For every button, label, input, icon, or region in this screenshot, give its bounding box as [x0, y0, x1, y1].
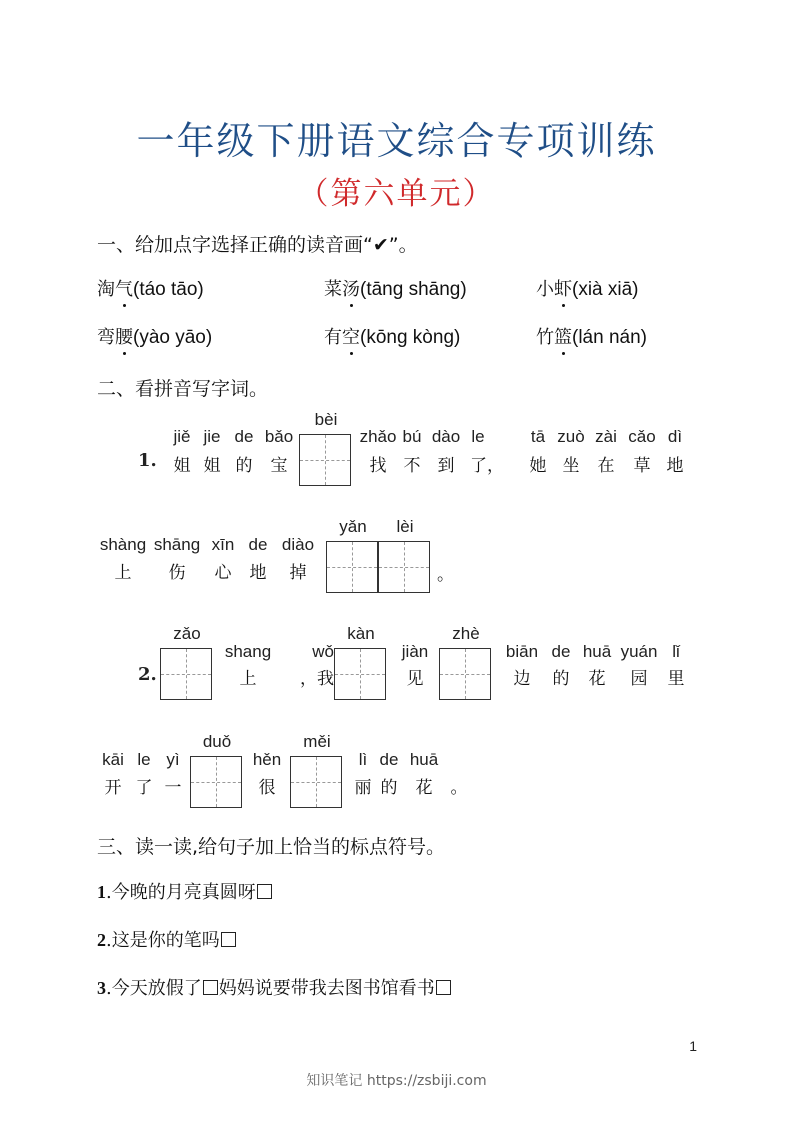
writing-box[interactable] [439, 648, 491, 700]
answer-box[interactable] [436, 980, 451, 995]
box-pinyin: lèi [396, 517, 414, 536]
answer-box[interactable] [257, 884, 272, 899]
hanzi-row: 丽 的 花 。 [354, 778, 468, 798]
pinyin-row: shàng shāng xīn de diào [99, 535, 315, 554]
pinyin-choice-item: 弯腰(yào yāo) [97, 323, 212, 349]
pinyin-options[interactable]: (lán nán) [572, 327, 647, 348]
question-number: 1. [138, 450, 157, 471]
hanzi-row: 她 坐 在 草 地 [529, 456, 684, 476]
writing-box[interactable] [190, 756, 242, 808]
pinyin-row: lì de huā [358, 750, 439, 769]
question-number: 2. [138, 664, 157, 685]
box-pinyin: zǎo [173, 624, 201, 643]
writing-box[interactable] [378, 541, 430, 593]
pinyin-row: jiàn [401, 642, 429, 661]
hanzi-row: 见 [406, 669, 424, 689]
box-pinyin: bèi [314, 410, 338, 429]
writing-box[interactable] [290, 756, 342, 808]
section3-heading: 三、读一读,给句子加上恰当的标点符号。 [97, 836, 446, 858]
pinyin-row: shang wǒ [224, 642, 334, 661]
writing-box[interactable] [299, 434, 351, 486]
dotted-char: 篮 [554, 323, 572, 349]
hanzi-row: 姐 姐 的 宝 [173, 456, 288, 476]
pinyin-options[interactable]: (táo tāo) [133, 279, 204, 300]
hanzi-row: 找 不 到 了， [369, 456, 504, 476]
pinyin-row: kāi le yì [102, 750, 180, 769]
footer-watermark: 知识笔记 https://zsbiji.com [306, 1073, 487, 1089]
pinyin-choice-item: 有空(kōng kòng) [324, 323, 460, 349]
pinyin-row: hěn [252, 750, 282, 769]
hanzi-row: 边 的 花 园 里 [513, 669, 685, 689]
dotted-char: 汤 [342, 275, 360, 301]
dotted-char: 气 [115, 275, 133, 301]
pinyin-row: tā zuò zài cǎo dì [530, 427, 683, 446]
hanzi-row: 上 ，我 [239, 669, 334, 689]
dotted-char: 腰 [115, 323, 133, 349]
hanzi-row: 很 [258, 778, 276, 798]
dotted-char: 空 [342, 323, 360, 349]
box-pinyin: měi [303, 732, 331, 751]
pinyin-choice-item: 竹篮(lán nán) [536, 323, 647, 349]
box-pinyin: duǒ [202, 732, 232, 751]
punctuation-question: 2.这是你的笔吗 [97, 926, 237, 952]
pinyin-options[interactable]: (yào yāo) [133, 327, 213, 348]
pinyin-row: biān de huā yuán lǐ [505, 642, 680, 661]
page-title: 一年级下册语文综合专项训练 [136, 119, 657, 163]
answer-box[interactable] [203, 980, 218, 995]
punctuation-question: 1.今晚的月亮真圆呀 [97, 878, 273, 904]
answer-box[interactable] [221, 932, 236, 947]
section1-heading: 一、给加点字选择正确的读音画“✔”。 [97, 234, 418, 256]
pinyin-choice-item: 菜汤(tāng shāng) [324, 275, 467, 301]
pinyin-options[interactable]: (tāng shāng) [360, 279, 467, 300]
writing-box[interactable] [334, 648, 386, 700]
unit-subtitle: （第六单元） [297, 176, 496, 212]
dotted-char: 虾 [554, 275, 572, 301]
pinyin-choice-item: 淘气(táo tāo) [97, 275, 204, 301]
hanzi-row: 开 了 一 [104, 778, 182, 798]
writing-box[interactable] [160, 648, 212, 700]
box-pinyin: kàn [347, 624, 375, 643]
period: 。 [437, 565, 454, 585]
pinyin-row: zhǎo bú dào le [359, 427, 485, 446]
hanzi-row: 上 伤 心 地 掉 [114, 563, 307, 583]
pinyin-options[interactable]: (xià xiā) [572, 279, 639, 300]
page-number: 1 [689, 1038, 697, 1054]
punctuation-question: 3.今天放假了 妈妈说要带我去图书馆看书 [97, 974, 452, 1000]
section2-heading: 二、看拼音写字词。 [97, 378, 269, 400]
writing-box[interactable] [326, 541, 378, 593]
pinyin-options[interactable]: (kōng kòng) [360, 327, 461, 348]
box-pinyin: yǎn [339, 517, 367, 536]
box-pinyin: zhè [452, 624, 480, 643]
pinyin-row: jiě jie de bǎo [173, 427, 294, 446]
pinyin-choice-item: 小虾(xià xiā) [536, 275, 639, 301]
